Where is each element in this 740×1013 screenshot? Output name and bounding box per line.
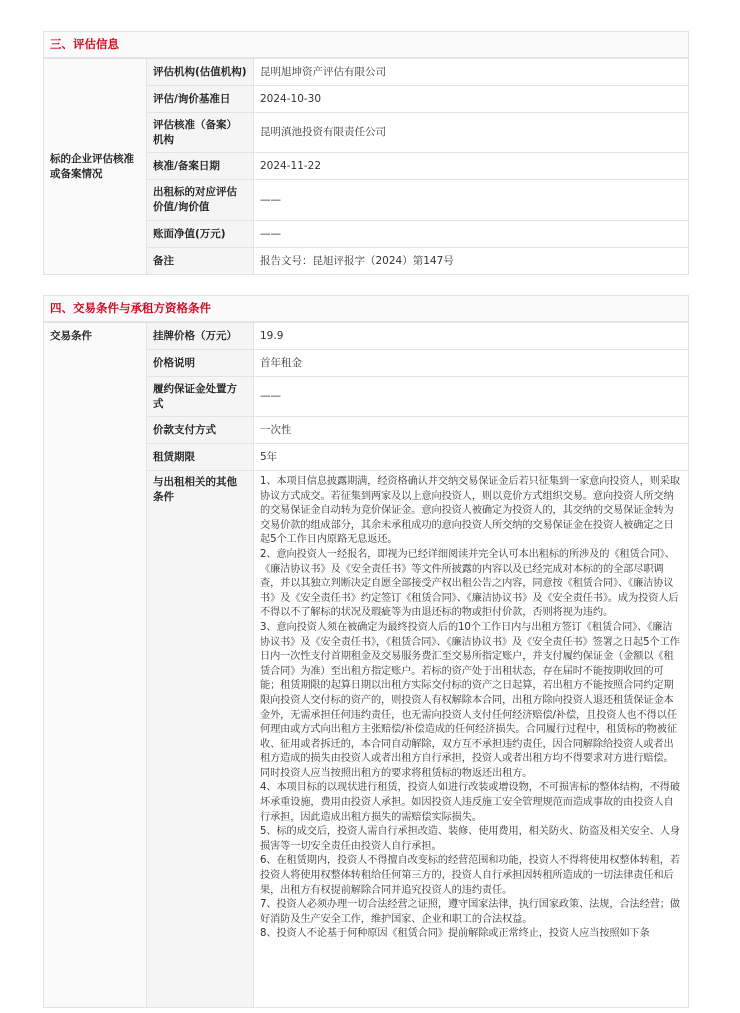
table-row bbox=[44, 59, 689, 86]
evaluation-table bbox=[43, 58, 689, 275]
field-label: 挂牌价格（万元） bbox=[147, 323, 254, 350]
field-label: 核准/备案日期 bbox=[147, 153, 254, 180]
field-value: 昆明滇池投资有限责任公司 bbox=[254, 113, 689, 153]
condition-paragraph: 5、标的成交后，投资人需自行承担改造、装修、使用费用，相关防火、防盗及相关安全、人身损害等一切安全责任由投资人自行承担。 bbox=[260, 826, 680, 852]
field-value: 一次性 bbox=[254, 417, 689, 444]
field-label: 价款支付方式 bbox=[147, 417, 254, 444]
group-label-trade: 交易条件 bbox=[44, 323, 147, 1008]
field-label: 履约保证金处置方式 bbox=[147, 377, 254, 417]
field-value: 昆明旭坤资产评估有限公司 bbox=[254, 59, 689, 86]
trade-conditions-table bbox=[43, 322, 689, 1008]
field-value: 5年 bbox=[254, 444, 689, 471]
table-row bbox=[44, 323, 689, 350]
condition-paragraph: 6、在租赁期内，投资人不得擅自改变标的经营范围和功能，投资人不得将使用权整体转租，若投资人将使用权整体转租给任何第三方的，投资人自行承担因转租所造成的一切法律责任和后果，出租方有权提前解除合同并追究投资人的违约责任。 bbox=[260, 855, 680, 896]
field-value: 首年租金 bbox=[254, 350, 689, 377]
field-value: —— bbox=[254, 221, 689, 248]
field-value: —— bbox=[254, 377, 689, 417]
conditions-text bbox=[260, 475, 682, 1003]
condition-paragraph: 3、意向投资人须在被确定为最终投资人后的10个工作日内与出租方签订《租赁合同》、《廉洁协议书》及《安全责任书》，《租赁合同》、《廉洁协议书》及《安全责任书》签署之日起5个工作日内一次性支付首期租金及交易服务费汇至交易所指定账户，并支付履约保证金（金额以《租赁合同》为准）至出租方指定账户。若标的资产处于出租状态，存在届时不能按期收回的可能；租赁期限的起算日期以出租方实际交付标的资产之日起算，若出租方不能按照合同约定期限向投资人交付标的资产的，则投资人有权解除本合同，出租方除向投资人退还租赁保证金本金外，无需承担任何违约责任，也无需向投资人支付任何经济赔偿/补偿，且投资人也不得以任何理由或方式向出租方主张赔偿/补偿造成的任何经济损失。合同履行过程中，租赁标的物被征收、征用或者拆迁的，本合同自动解除，双方互不承担违约责任，因合同解除给投资人或者出租方造成的损失由投资人或者出租方自行承担，投资人或者出租方均不得要求对方进行赔偿。同时投资人应当按照出租方的要求将租赁标的物返还出租方。 bbox=[260, 621, 680, 779]
field-label: 评估核准（备案）机构 bbox=[147, 113, 254, 153]
condition-paragraph: 7、投资人必须办理一切合法经营之证照，遵守国家法律，执行国家政策、法规，合法经营；做好消防及生产安全工作，维护国家、企业和职工的合法权益。 bbox=[260, 899, 680, 925]
field-label: 租赁期限 bbox=[147, 444, 254, 471]
field-label: 账面净值(万元) bbox=[147, 221, 254, 248]
condition-paragraph: 8、投资人不论基于何种原因《租赁合同》提前解除或正常终止，投资人应当按照如下条 bbox=[260, 928, 650, 940]
other-conditions bbox=[254, 471, 689, 1008]
section-title-trade-conditions: 四、交易条件与承租方资格条件 bbox=[43, 295, 689, 322]
field-value: —— bbox=[254, 180, 689, 221]
section-title-evaluation: 三、评估信息 bbox=[43, 31, 689, 58]
field-value: 19.9 bbox=[254, 323, 689, 350]
condition-paragraph: 1、本项目信息披露期满，经资格确认并交纳交易保证金后若只征集到一家意向投资人，则采取协议方式成交。若征集到两家及以上意向投资人，则以竞价方式组织交易。意向投资人所交纳的交易保证金自动转为竞价保证金。意向投资人被确定为投资人的，其交纳的交易保证金转为交易价款的组成部分，其余未承租成功的意向投资人所交纳的交易保证金在投资人被确定之日起5个工作日内原路无息返还。 bbox=[260, 476, 680, 546]
condition-paragraph: 2、意向投资人一经报名，即视为已经详细阅读并完全认可本出租标的所涉及的《租赁合同》、《廉洁协议书》及《安全责任书》等文件所披露的内容以及已经完成对本标的的全部尽职调查，并以其独立判断决定自愿全部接受产权出租公告之内容，同意按《租赁合同》、《廉洁协议书》及《安全责任书》约定签订《租赁合同》、《廉洁协议书》及《安全责任书》。成为投资人后不得以不了解标的状况及瑕疵等为由退还标的物或拒付价款，否则将视为违约。 bbox=[260, 548, 679, 619]
page-content bbox=[43, 31, 689, 1008]
condition-paragraph: 4、本项目标的以现状进行租赁，投资人如进行改装或增设物，不可损害标的整体结构，不得破坏承重设施，费用由投资人承担。如因投资人违反施工安全管理规范而造成事故的由投资人自行承担，因此造成出租方损失的需赔偿实际损失。 bbox=[260, 782, 680, 823]
field-label: 备注 bbox=[147, 248, 254, 275]
field-label: 评估/询价基准日 bbox=[147, 86, 254, 113]
field-label: 与出租相关的其他条件 bbox=[147, 471, 254, 1008]
field-label: 出租标的对应评估价值/询价值 bbox=[147, 180, 254, 221]
field-value: 2024-11-22 bbox=[254, 153, 689, 180]
field-value: 2024-10-30 bbox=[254, 86, 689, 113]
group-label-evaluation: 标的企业评估核准或备案情况 bbox=[44, 59, 147, 275]
field-label: 价格说明 bbox=[147, 350, 254, 377]
field-value: 报告文号：昆旭评报字（2024）第147号 bbox=[254, 248, 689, 275]
field-label: 评估机构(估值机构) bbox=[147, 59, 254, 86]
